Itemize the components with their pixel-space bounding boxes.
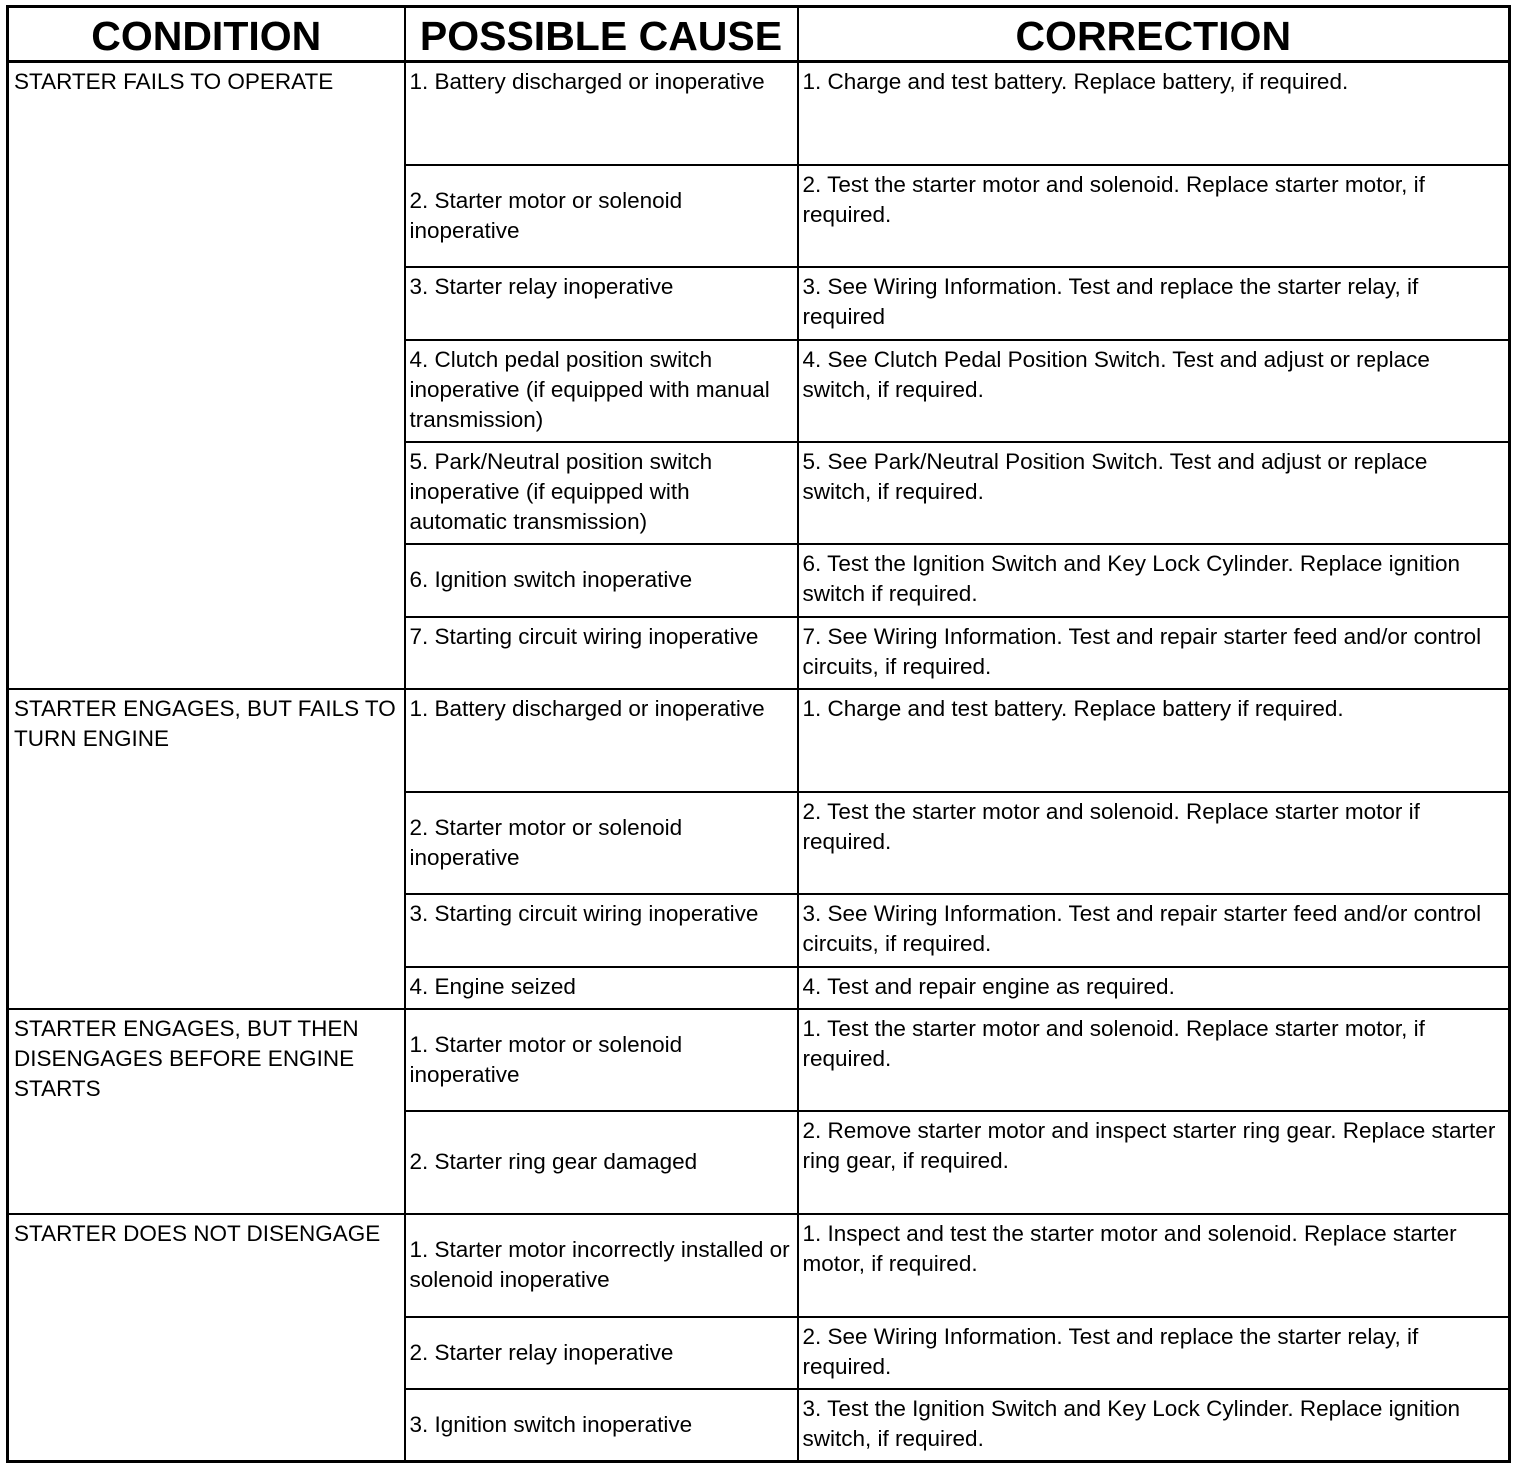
cause-cell: 3. Ignition switch inoperative	[405, 1389, 798, 1462]
correction-cell: 3. Test the Ignition Switch and Key Lock Cylinder. Replace ignition switch, if required.	[798, 1389, 1510, 1462]
condition-cell: STARTER ENGAGES, BUT THEN DISENGAGES BEFORE ENGINE STARTS	[8, 1009, 405, 1214]
correction-cell: 4. See Clutch Pedal Position Switch. Test and adjust or replace switch, if required.	[798, 340, 1510, 442]
table-row	[8, 1009, 1510, 1111]
header-correction: CORRECTION	[798, 7, 1510, 62]
correction-cell: 2. See Wiring Information. Test and replace the starter relay, if required.	[798, 1317, 1510, 1389]
cause-cell: 4. Engine seized	[405, 967, 798, 1009]
correction-cell: 1. Test the starter motor and solenoid. Replace starter motor, if required.	[798, 1009, 1510, 1111]
correction-cell: 1. Inspect and test the starter motor and solenoid. Replace starter motor, if required.	[798, 1214, 1510, 1317]
cause-cell: 1. Starter motor incorrectly installed or solenoid inoperative	[405, 1214, 798, 1317]
table-row	[8, 689, 1510, 792]
correction-cell: 3. See Wiring Information. Test and repair starter feed and/or control circuits, if required.	[798, 894, 1510, 967]
condition-cell: STARTER DOES NOT DISENGAGE	[8, 1214, 405, 1462]
header-row	[8, 7, 1510, 62]
cause-cell: 5. Park/Neutral position switch inoperative (if equipped with automatic transmission)	[405, 442, 798, 544]
table-row	[8, 62, 1510, 165]
correction-cell: 1. Charge and test battery. Replace battery, if required.	[798, 62, 1510, 165]
correction-cell: 1. Charge and test battery. Replace battery if required.	[798, 689, 1510, 792]
cause-cell: 2. Starter relay inoperative	[405, 1317, 798, 1389]
correction-cell: 3. See Wiring Information. Test and replace the starter relay, if required	[798, 267, 1510, 340]
cause-cell: 3. Starter relay inoperative	[405, 267, 798, 340]
table-row	[8, 1214, 1510, 1317]
correction-cell: 2. Test the starter motor and solenoid. Replace starter motor, if required.	[798, 165, 1510, 267]
cause-cell: 6. Ignition switch inoperative	[405, 544, 798, 617]
cause-cell: 1. Battery discharged or inoperative	[405, 62, 798, 165]
correction-cell: 5. See Park/Neutral Position Switch. Test and adjust or replace switch, if required.	[798, 442, 1510, 544]
cause-cell: 2. Starter ring gear damaged	[405, 1111, 798, 1214]
correction-cell: 7. See Wiring Information. Test and repair starter feed and/or control circuits, if required.	[798, 617, 1510, 689]
cause-cell: 2. Starter motor or solenoid inoperative	[405, 792, 798, 894]
cause-cell: 1. Starter motor or solenoid inoperative	[405, 1009, 798, 1111]
diagnosis-table	[6, 5, 1511, 1463]
cause-cell: 4. Clutch pedal position switch inoperative (if equipped with manual transmission)	[405, 340, 798, 442]
cause-cell: 2. Starter motor or solenoid inoperative	[405, 165, 798, 267]
cause-cell: 7. Starting circuit wiring inoperative	[405, 617, 798, 689]
header-possible-cause: POSSIBLE CAUSE	[405, 7, 798, 62]
correction-cell: 2. Test the starter motor and solenoid. Replace starter motor if required.	[798, 792, 1510, 894]
cause-cell: 1. Battery discharged or inoperative	[405, 689, 798, 792]
cause-cell: 3. Starting circuit wiring inoperative	[405, 894, 798, 967]
header-condition: CONDITION	[8, 7, 405, 62]
condition-cell: STARTER FAILS TO OPERATE	[8, 62, 405, 689]
correction-cell: 2. Remove starter motor and inspect starter ring gear. Replace starter ring gear, if required.	[798, 1111, 1510, 1214]
correction-cell: 6. Test the Ignition Switch and Key Lock Cylinder. Replace ignition switch if required.	[798, 544, 1510, 617]
condition-cell: STARTER ENGAGES, BUT FAILS TO TURN ENGINE	[8, 689, 405, 1009]
correction-cell: 4. Test and repair engine as required.	[798, 967, 1510, 1009]
